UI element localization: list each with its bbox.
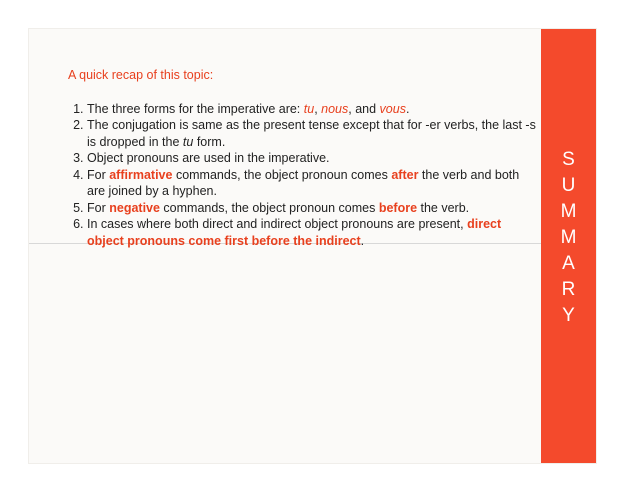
sidebar-letter: Y bbox=[562, 305, 575, 326]
item-5-before: before bbox=[378, 200, 418, 215]
item-1-text-e: , and bbox=[348, 101, 380, 116]
item-5-text-a: For bbox=[87, 200, 110, 215]
item-1-text-c: , bbox=[314, 101, 322, 116]
summary-content bbox=[68, 67, 536, 249]
item-2-tu: tu bbox=[182, 134, 194, 149]
list-item bbox=[87, 150, 536, 167]
sidebar-letter: M bbox=[560, 201, 577, 222]
item-6-text-a: In cases where both direct and indirect object pronouns are present, bbox=[87, 217, 468, 231]
slide bbox=[29, 29, 596, 463]
item-3-text: Object pronouns are used in the imperative. bbox=[87, 151, 330, 165]
list-item bbox=[87, 216, 536, 249]
item-1-text-a: The three forms for the imperative are: bbox=[87, 101, 304, 116]
item-1-text-g: . bbox=[405, 101, 410, 116]
item-1-vous: vous bbox=[379, 101, 406, 116]
summary-sidebar bbox=[541, 29, 596, 463]
item-1-tu: tu bbox=[303, 101, 315, 116]
item-5-text-e: the verb. bbox=[417, 200, 470, 215]
item-6-emphasis: direct object pronouns come first before the indirect bbox=[87, 217, 502, 248]
list-item bbox=[87, 117, 536, 150]
list-item bbox=[87, 167, 536, 200]
item-5-negative: negative bbox=[109, 200, 160, 215]
list-item bbox=[87, 101, 536, 118]
summary-vertical-label bbox=[541, 147, 596, 329]
item-4-text-c: commands, the object pronoun comes bbox=[172, 167, 392, 182]
item-4-text-e: the verb and both are joined by a hyphen. bbox=[87, 167, 520, 198]
item-2-text-a: The conjugation is same as the present tense except that for -er verbs, the last -s is dropped in the bbox=[87, 118, 536, 149]
list-item bbox=[87, 200, 536, 217]
sidebar-letter: U bbox=[561, 175, 576, 196]
item-4-text-a: For bbox=[87, 167, 110, 182]
item-4-after: after bbox=[391, 167, 419, 182]
recap-list bbox=[68, 101, 536, 250]
sidebar-letter: M bbox=[560, 227, 577, 248]
sidebar-letter: S bbox=[562, 149, 575, 170]
item-4-affirmative: affirmative bbox=[109, 167, 173, 182]
item-6-text-c: . bbox=[360, 233, 365, 248]
recap-heading: A quick recap of this topic: bbox=[68, 68, 214, 82]
item-5-text-c: commands, the object pronoun comes bbox=[159, 200, 379, 215]
sidebar-letter: R bbox=[561, 279, 576, 300]
item-2-text-c: form. bbox=[193, 134, 226, 149]
item-1-nous: nous bbox=[321, 101, 349, 116]
sidebar-letter: A bbox=[562, 253, 575, 274]
